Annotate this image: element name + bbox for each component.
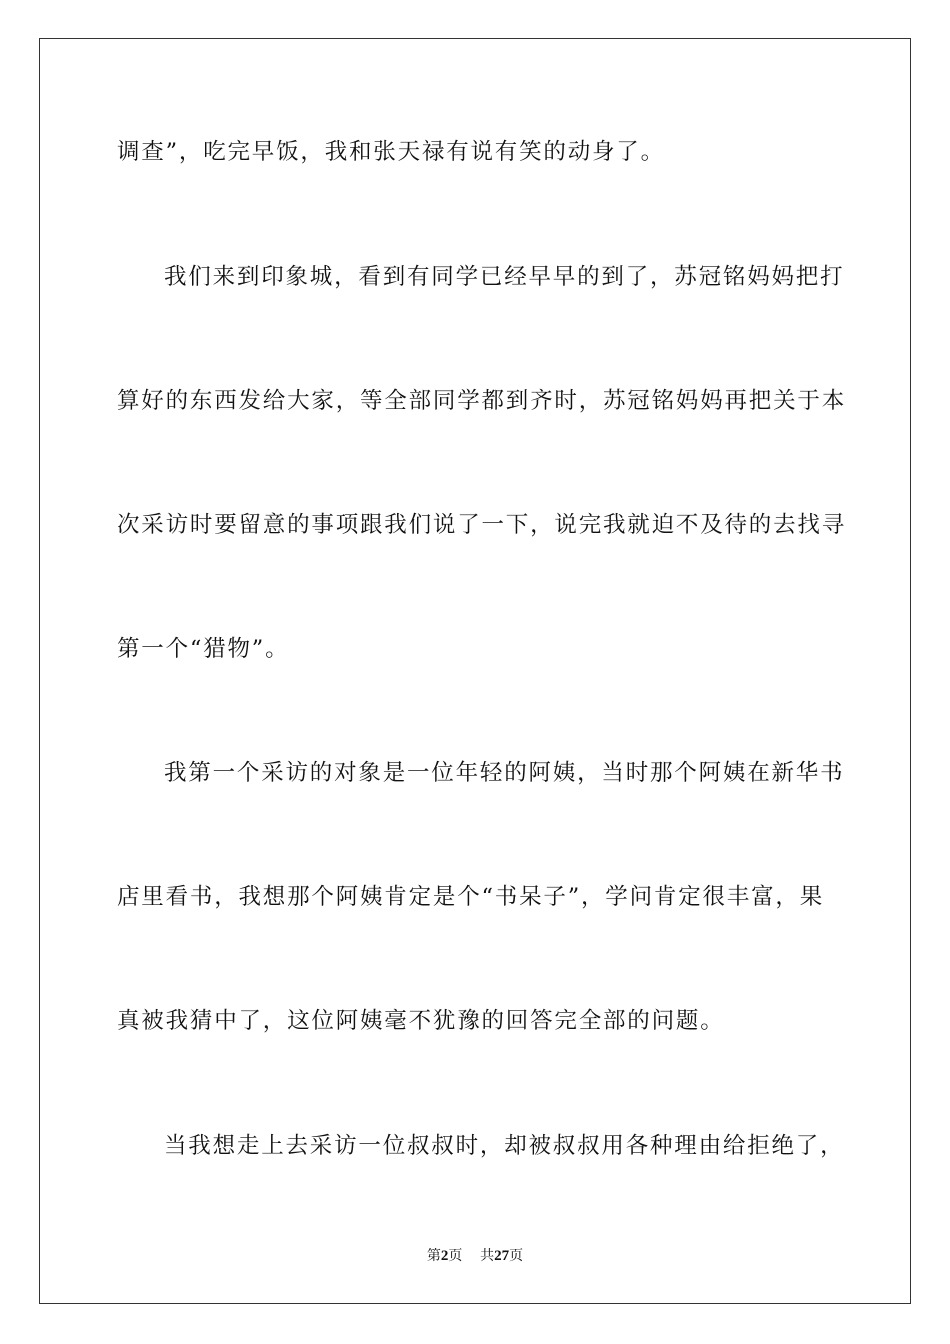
page-number: 2 — [440, 1248, 449, 1264]
text-line: 当我想走上去采访一位叔叔时，却被叔叔用各种理由给拒绝了， — [164, 1133, 845, 1159]
total-pages: 27 — [494, 1248, 510, 1264]
text-line: 算好的东西发给大家，等全部同学都到齐时，苏冠铭妈妈再把关于本 — [117, 388, 847, 414]
page-border — [39, 38, 911, 1304]
text-line: 次采访时要留意的事项跟我们说了一下，说完我就迫不及待的去找寻 — [117, 512, 847, 538]
page-prefix: 第 — [426, 1248, 441, 1264]
text-line: 店里看书，我想那个阿姨肯定是个“书呆子”，学问肯定很丰富，果 — [117, 884, 825, 910]
text-line: 真被我猜中了，这位阿姨毫不犹豫的回答完全部的问题。 — [117, 1008, 725, 1034]
page-unit: 页 — [448, 1248, 463, 1264]
text-line: 调查”，吃完早饭，我和张天禄有说有笑的动身了。 — [117, 139, 665, 165]
text-line: 我第一个采访的对象是一位年轻的阿姨，当时那个阿姨在新华书 — [164, 760, 845, 786]
page-footer — [0, 1245, 950, 1265]
text-line: 第一个“猎物”。 — [117, 636, 290, 662]
text-line: 我们来到印象城，看到有同学已经早早的到了，苏冠铭妈妈把打 — [164, 264, 845, 290]
total-prefix: 共 — [480, 1248, 495, 1264]
total-unit: 页 — [509, 1248, 524, 1264]
